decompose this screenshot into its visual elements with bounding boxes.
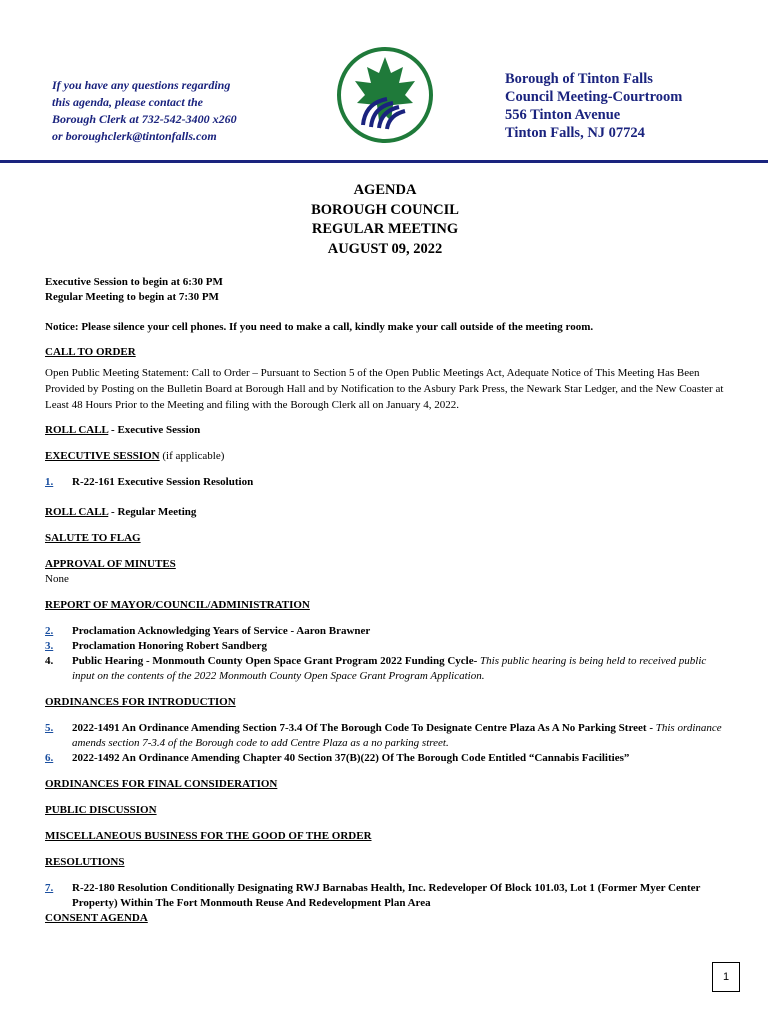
- regular-time: Regular Meeting to begin at 7:30 PM: [45, 291, 219, 303]
- contact-email[interactable]: or boroughclerk@tintonfalls.com: [52, 129, 217, 143]
- public-discussion-heading: PUBLIC DISCUSSION: [45, 804, 157, 816]
- agenda-title: [0, 181, 770, 259]
- item-3-text: Proclamation Honoring Robert Sandberg: [72, 640, 268, 652]
- item-5-number-link[interactable]: 5.: [45, 722, 54, 734]
- address-line-1: Borough of Tinton Falls: [505, 71, 653, 87]
- item-4-text: Public Hearing - Monmouth County Open Space Grant Program 2022 Funding Cycle-: [72, 655, 478, 667]
- roll-call-reg-suffix: - Regular Meeting: [108, 506, 197, 518]
- title-line-3: REGULAR MEETING: [311, 221, 459, 237]
- contact-info: [52, 77, 292, 145]
- minutes-heading: APPROVAL OF MINUTES: [45, 558, 176, 570]
- item-6-number-link[interactable]: 6.: [45, 752, 54, 764]
- call-to-order-text: Open Public Meeting Statement: Call to Order – Pursuant to Section 5 of the Open Public Meetings Act, Adequate Notice of This Meeting Has Been Provided by Posting on the Bulletin Board at Borough Hall and by Notification to the Asbury Park Press, the Newark Star Ledger, and the New Coaster at Least 48 Hours Prior to the Meeting and filing with the Borough Clerk all on January 4, 2022.: [45, 367, 724, 411]
- agenda-item-3: [45, 639, 725, 654]
- item-3-number-link[interactable]: 3.: [45, 640, 54, 652]
- address-line-4: Tinton Falls, NJ 07724: [505, 125, 645, 141]
- item-4-description: This public hearing is being held to received public input on the contents of the 2022 Monmouth County Open Space Grant Program Application.: [72, 655, 707, 682]
- notice: Notice: Please silence your cell phones. If you need to make a call, kindly make your call outside of the meeting room.: [45, 321, 594, 333]
- agenda-item-6: [45, 751, 725, 766]
- exec-session-heading: EXECUTIVE SESSION: [45, 450, 160, 462]
- agenda-item-7: [45, 881, 725, 911]
- consent-agenda-heading: CONSENT AGENDA: [45, 912, 148, 924]
- resolutions-heading: RESOLUTIONS: [45, 856, 125, 868]
- ord-intro-heading: ORDINANCES FOR INTRODUCTION: [45, 696, 236, 708]
- item-6-text: 2022-1492 An Ordinance Amending Chapter 40 Section 37(B)(22) Of The Borough Code Entitled “Cannabis Facilities”: [72, 752, 630, 764]
- roll-call-reg-heading: ROLL CALL: [45, 506, 109, 518]
- contact-line-1: If you have any questions regarding: [52, 78, 231, 92]
- item-1-text: R-22-161 Executive Session Resolution: [72, 476, 254, 488]
- contact-line-2: this agenda, please contact the: [52, 95, 203, 109]
- contact-line-3: Borough Clerk at 732-542-3400 x260: [52, 112, 237, 126]
- title-line-2: BOROUGH COUNCIL: [311, 201, 459, 218]
- agenda-item-1: [45, 475, 725, 490]
- report-heading: REPORT OF MAYOR/COUNCIL/ADMINISTRATION: [45, 599, 310, 611]
- header-divider: [0, 160, 768, 163]
- call-to-order-heading: CALL TO ORDER: [45, 346, 136, 358]
- executive-time: Executive Session to begin at 6:30 PM: [45, 276, 223, 288]
- item-5-description: This ordinance amends section 7-3.4 of the Borough code to add Centre Plaza as a no parking street.: [72, 722, 722, 749]
- ord-final-heading: ORDINANCES FOR FINAL CONSIDERATION: [45, 778, 278, 790]
- agenda-item-2: [45, 624, 725, 639]
- title-line-1: AGENDA: [353, 182, 417, 198]
- agenda-item-4: [45, 654, 725, 684]
- item-4-number: 4.: [45, 655, 54, 667]
- title-line-4: AUGUST 09, 2022: [327, 240, 443, 257]
- agenda-body: [45, 275, 725, 926]
- agenda-item-5: [45, 721, 725, 751]
- item-1-number-link[interactable]: 1.: [45, 476, 54, 488]
- address-line-2: Council Meeting-Courtroom: [505, 89, 683, 105]
- page-number: 1: [712, 962, 740, 992]
- roll-call-exec-suffix: - Executive Session: [108, 424, 201, 436]
- salute-heading: SALUTE TO FLAG: [45, 532, 141, 544]
- exec-session-suffix: (if applicable): [159, 450, 225, 462]
- address-line-3: 556 Tinton Avenue: [505, 107, 621, 123]
- item-2-number-link[interactable]: 2.: [45, 625, 54, 637]
- item-7-text: R-22-180 Resolution Conditionally Designating RWJ Barnabas Health, Inc. Redeveloper Of Block 101.03, Lot 1 (Former Myer Center Property) Within The Fort Monmouth Reuse And Redevelopment Plan Area: [72, 882, 701, 909]
- item-2-text: Proclamation Acknowledging Years of Service - Aaron Brawner: [72, 625, 371, 637]
- roll-call-exec-heading: ROLL CALL: [45, 424, 109, 436]
- item-7-number-link[interactable]: 7.: [45, 882, 54, 894]
- borough-address: [505, 70, 682, 142]
- item-5-text: 2022-1491 An Ordinance Amending Section 7-3.4 Of The Borough Code To Designate Centre Plaza As A No Parking Street -: [72, 722, 653, 734]
- misc-heading: MISCELLANEOUS BUSINESS FOR THE GOOD OF THE ORDER: [45, 830, 372, 842]
- minutes-text: None: [45, 573, 69, 585]
- borough-seal-logo: [335, 45, 435, 145]
